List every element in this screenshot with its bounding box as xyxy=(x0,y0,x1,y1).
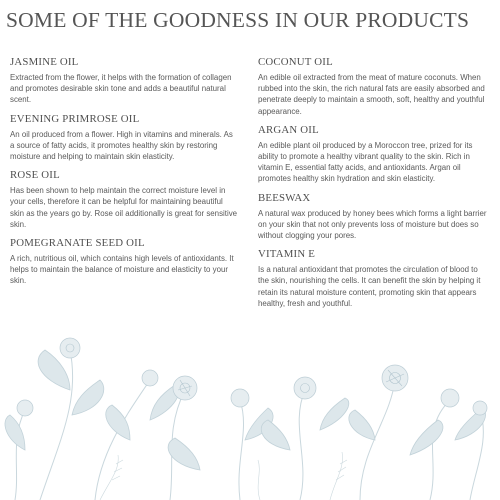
ingredient-description: Extracted from the flower, it helps with the formation of collagen and promotes desirable skin tone and adds a beautiful natural scent. xyxy=(10,73,232,105)
ingredient-heading: ARGAN OIL xyxy=(258,123,319,136)
ingredient-jasmine-oil xyxy=(10,56,238,106)
ingredient-description: A natural wax produced by honey bees which forms a light barrier on your skin that not only prevents loss of moisture but does so without clogging your pores. xyxy=(258,208,487,241)
page-title: SOME OF THE GOODNESS IN OUR PRODUCTS xyxy=(6,8,470,32)
ingredient-heading: BEESWAX xyxy=(258,191,311,204)
ingredient-heading: JASMINE OIL xyxy=(10,56,79,68)
ingredient-description: An edible plant oil produced by a Moroccon tree, prized for its ability to promote a healthy vibrant quality to the skin. Rich in vitamin E, essential fatty acids, and antioxidants. Argan oil promotes healthy skin hydration and skin elasticity. xyxy=(258,140,473,184)
ingredient-coconut-oil xyxy=(258,56,488,117)
ingredient-description: An oil produced from a flower. High in vitamins and minerals. As a source of fatty acids, it promotes healthy skin by restoring moisture and helping to maintain skin elasticity. xyxy=(10,129,233,162)
ingredient-pomegranate-seed-oil xyxy=(10,237,238,287)
left-column xyxy=(10,56,238,294)
ingredient-description: Is a natural antioxidant that promotes the circulation of blood to the skin, nourishing the cells. It can benefit the skin by helping it retain its natural moisture content, promoting skin that appears healthy, fresh and youthful. xyxy=(258,265,481,308)
ingredient-rose-oil xyxy=(10,169,238,230)
ingredient-heading: VITAMIN E xyxy=(258,248,316,261)
ingredient-vitamin-e xyxy=(258,248,488,309)
ingredient-beeswax xyxy=(258,192,488,242)
ingredient-evening-primrose-oil xyxy=(10,113,238,163)
ingredient-argan-oil xyxy=(258,124,488,185)
right-column xyxy=(258,56,488,316)
ingredient-description: An edible oil extracted from the meat of mature coconuts. When rubbed into the skin, the rich natural fats are easily absorbed and penetrate deeply to maintain a smooth, soft, healthy and youthful appearance. xyxy=(258,73,485,116)
ingredient-description: Has been shown to help maintain the correct moisture level in your cells, therefore it can be helpful for maintaining beautiful skin as the years go by. Rose oil additionally is great for sensitive skin. xyxy=(10,186,238,229)
ingredient-heading: COCONUT OIL xyxy=(258,56,333,68)
ingredient-heading: ROSE OIL xyxy=(10,169,60,182)
ingredient-heading: POMEGRANATE SEED OIL xyxy=(10,237,145,250)
ingredient-heading: EVENING PRIMROSE OIL xyxy=(10,112,140,125)
ingredient-description: A rich, nutritious oil, which contains high levels of antioxidants. It helps to maintain the balance of moisture and elasticity to your skin. xyxy=(10,254,234,286)
